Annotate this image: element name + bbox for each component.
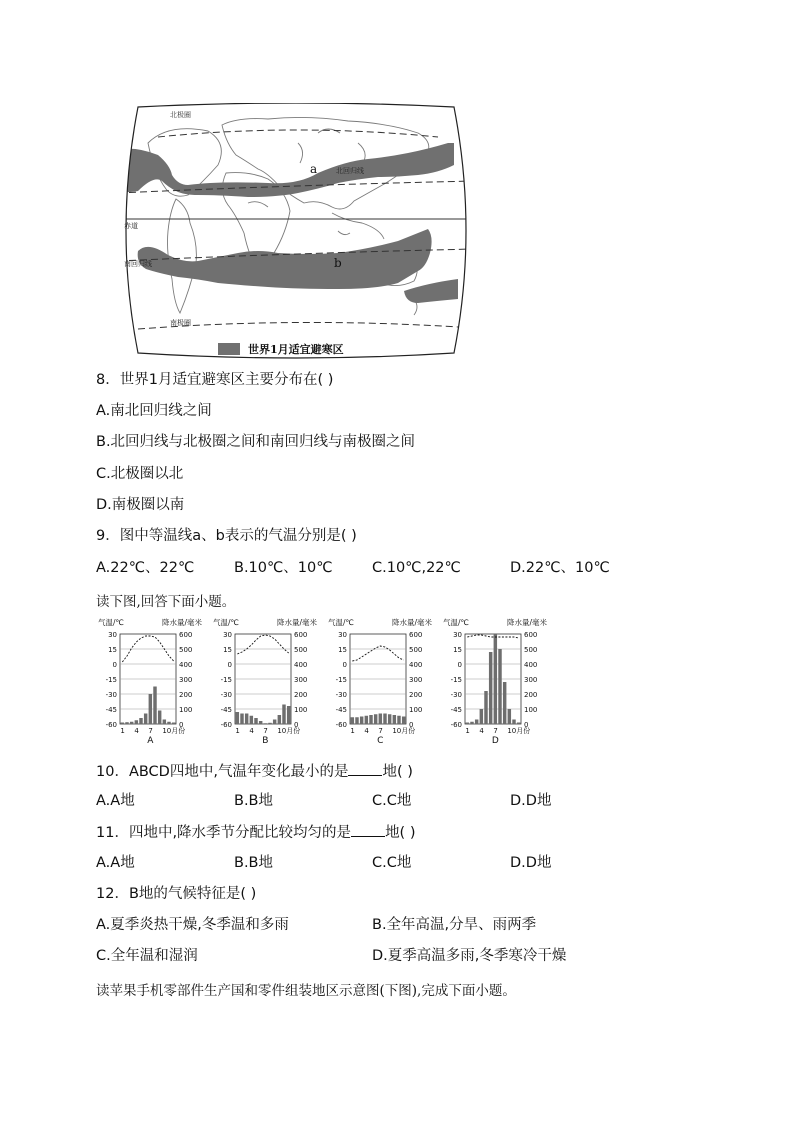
chart-b-precip-label: 降水量/毫米: [277, 618, 318, 627]
chart-c-precip-bar: [351, 717, 354, 724]
chart-b-precip-bar: [264, 723, 267, 724]
chart-b-precip-bar: [273, 720, 276, 725]
chart-c-temp-label: 气温/℃: [328, 618, 354, 627]
chart-b-precip-bar: [240, 714, 243, 725]
chart-a-x-tick: 10月份: [162, 727, 186, 735]
legend-label: 世界1月适宜避寒区: [248, 343, 344, 356]
chart-d-precip-tick: 0: [524, 721, 529, 729]
chart-a-precip-tick: 300: [179, 676, 193, 684]
chart-d-precip-tick: 100: [524, 706, 538, 714]
q11-option-a[interactable]: A.A地: [96, 855, 135, 871]
chart-a-precip-bar: [149, 694, 152, 724]
q9-option-b[interactable]: B.10℃、10℃: [234, 560, 333, 576]
question-11: [96, 822, 416, 843]
chart-d-precip-bar: [494, 634, 497, 724]
chart-b-precip-tick: 200: [294, 691, 308, 699]
chart-b-precip-tick: 300: [294, 676, 308, 684]
chart-c-temp-tick: 15: [338, 646, 347, 654]
chart-d-precip-label: 降水量/毫米: [507, 618, 548, 627]
q11-option-c[interactable]: C.C地: [372, 855, 412, 871]
chart-a-precip-bar: [167, 722, 170, 724]
chart-c-temp-tick: -15: [335, 676, 347, 684]
q10-blank: [348, 761, 382, 776]
chart-d-precip-bar: [466, 723, 469, 725]
chart-a-precip-bar: [125, 722, 128, 724]
q10-stem-suffix: 地( ): [382, 764, 413, 780]
instruction-2: 读苹果手机零部件生产国和零件组装地区示意图(下图),完成下面小题。: [96, 983, 516, 999]
chart-d-precip-tick: 600: [524, 631, 538, 639]
chart-a-precip-bar: [135, 720, 138, 724]
chart-b-temp-line: [237, 635, 288, 654]
chart-c-precip-tick: 400: [409, 661, 423, 669]
chart-c-precip-bar: [365, 716, 368, 724]
q11-option-d[interactable]: D.D地: [510, 855, 552, 871]
q8-option-b[interactable]: B.北回归线与北极圈之间和南回归线与南极圈之间: [96, 434, 416, 450]
chart-b-x-tick: 10月份: [277, 727, 301, 735]
chart-a-precip-label: 降水量/毫米: [162, 618, 203, 627]
question-12: 12．B地的气候特征是( ): [96, 886, 257, 902]
chart-b-temp-tick: 0: [227, 661, 232, 669]
chart-c-precip-bar: [402, 717, 405, 725]
chart-c-precip-bar: [379, 714, 382, 725]
chart-c-precip-bar: [374, 714, 377, 724]
equator-label: 赤道: [124, 222, 138, 230]
chart-a-temp-tick: 15: [108, 646, 117, 654]
chart-d-title: D: [491, 736, 499, 746]
chart-c-x-tick: 4: [364, 727, 369, 735]
chart-c-temp-tick: 30: [338, 631, 347, 639]
chart-b-temp-tick: -15: [220, 676, 232, 684]
q11-option-b[interactable]: B.B地: [234, 855, 274, 871]
q10-option-d[interactable]: D.D地: [510, 793, 552, 809]
chart-d-temp-label: 气温/℃: [443, 618, 469, 627]
chart-a-temp-tick: 30: [108, 631, 117, 639]
chart-d-precip-bar: [475, 720, 478, 725]
chart-d-x-tick: 1: [465, 727, 470, 735]
chart-a-temp-label: 气温/℃: [98, 618, 124, 627]
instruction-1: 读下图,回答下面小题。: [96, 594, 236, 610]
q10-option-c[interactable]: C.C地: [372, 793, 412, 809]
chart-c-temp-tick: 0: [342, 661, 347, 669]
chart-c-precip-tick: 300: [409, 676, 423, 684]
chart-a-precip-tick: 600: [179, 631, 193, 639]
chart-a-precip-tick: 400: [179, 661, 193, 669]
question-9: 9．图中等温线a、b表示的气温分别是( ): [96, 528, 357, 544]
chart-b-title: B: [262, 736, 269, 746]
world-map: [118, 103, 474, 359]
q8-option-d[interactable]: D.南极圈以南: [96, 497, 185, 513]
chart-b-x-tick: 1: [235, 727, 240, 735]
chart-c-precip-bar: [369, 715, 372, 724]
question-10: [96, 761, 413, 782]
chart-d-precip-bar: [470, 722, 473, 724]
chart-d-precip-bar: [508, 709, 511, 724]
q9-option-d[interactable]: D.22℃、10℃: [510, 560, 610, 576]
chart-b-precip-bar: [278, 715, 281, 724]
tropic-capricorn-label: 南回归线: [124, 260, 152, 268]
chart-c-temp-tick: -45: [335, 706, 347, 714]
chart-a-precip-bar: [144, 714, 147, 725]
q10-option-a[interactable]: A.A地: [96, 793, 135, 809]
chart-b-precip-bar: [254, 718, 257, 724]
chart-d-temp-tick: -60: [450, 721, 462, 729]
chart-d-precip-bar: [489, 652, 492, 724]
chart-d-precip-bar: [484, 691, 487, 724]
chart-a-precip-bar: [153, 687, 156, 725]
chart-c-precip-bar: [360, 717, 363, 725]
q8-option-a[interactable]: A.南北回归线之间: [96, 403, 212, 419]
chart-b-temp-tick: -45: [220, 706, 232, 714]
isotherm-b-label: b: [334, 256, 342, 270]
chart-a-precip-tick: 0: [179, 721, 184, 729]
chart-c-precip-label: 降水量/毫米: [392, 618, 433, 627]
chart-a-temp-tick: -60: [105, 721, 117, 729]
tropic-cancer-label: 北回归线: [336, 167, 364, 175]
chart-b-precip-tick: 500: [294, 646, 308, 654]
chart-d-x-tick: 7: [493, 727, 498, 735]
chart-c-precip-bar: [388, 714, 391, 724]
q12-option-d[interactable]: D.夏季高温多雨,冬季寒冷干燥: [372, 948, 567, 964]
q11-stem-prefix: 11．四地中,降水季节分配比较均匀的是: [96, 825, 352, 841]
chart-c-precip-bar: [393, 715, 396, 724]
chart-a-precip-tick: 200: [179, 691, 193, 699]
chart-b-precip-tick: 400: [294, 661, 308, 669]
chart-a-temp-tick: -15: [105, 676, 117, 684]
chart-d-precip-tick: 400: [524, 661, 538, 669]
isotherm-a-label: a: [310, 162, 318, 176]
chart-b-precip-bar: [236, 712, 239, 724]
chart-a-precip-bar: [130, 722, 133, 724]
map-legend: [218, 341, 344, 357]
chart-a-temp-tick: -30: [105, 691, 117, 699]
chart-a-x-tick: 4: [134, 727, 139, 735]
chart-b-temp-tick: -30: [220, 691, 232, 699]
chart-d-precip-bar: [480, 709, 483, 724]
chart-b-precip-bar: [268, 723, 271, 724]
chart-a-precip-bar: [158, 711, 161, 725]
chart-d-temp-tick: 0: [457, 661, 462, 669]
chart-b-x-tick: 4: [249, 727, 254, 735]
chart-c-x-tick: 10月份: [392, 727, 416, 735]
chart-a-temp-tick: -45: [105, 706, 117, 714]
antarctic-circle-label: 南极圈: [170, 319, 191, 327]
chart-d-precip-bar: [498, 649, 501, 724]
q10-stem-prefix: 10．ABCD四地中,气温年变化最小的是: [96, 764, 349, 780]
chart-a-title: A: [147, 736, 154, 746]
chart-d-temp-tick: -15: [450, 676, 462, 684]
q12-option-c[interactable]: C.全年温和湿润: [96, 948, 198, 964]
chart-d-temp-tick: 15: [453, 646, 462, 654]
chart-d-temp-tick: -45: [450, 706, 462, 714]
chart-b-temp-tick: 30: [223, 631, 232, 639]
chart-a-x-tick: 1: [120, 727, 125, 735]
chart-b-precip-tick: 0: [294, 721, 299, 729]
q9-option-a[interactable]: A.22℃、22℃: [96, 560, 195, 576]
chart-a-precip-bar: [139, 718, 142, 724]
chart-b-precip-tick: 600: [294, 631, 308, 639]
q10-option-b[interactable]: B.B地: [234, 793, 274, 809]
chart-c-x-tick: 1: [350, 727, 355, 735]
chart-c-precip-tick: 200: [409, 691, 423, 699]
chart-d-precip-tick: 300: [524, 676, 538, 684]
arctic-circle-label: 北极圈: [170, 111, 191, 119]
chart-d-temp-line: [467, 635, 518, 638]
q8-option-c[interactable]: C.北极圈以北: [96, 466, 184, 482]
question-8: 8．世界1月适宜避寒区主要分布在( ): [96, 372, 334, 388]
chart-c-precip-bar: [383, 714, 386, 725]
chart-c-title: C: [377, 736, 384, 746]
climate-charts: [96, 616, 556, 748]
q11-stem-suffix: 地( ): [385, 825, 416, 841]
chart-c-temp-line: [352, 646, 403, 661]
q12-option-a[interactable]: A.夏季炎热干燥,冬季温和多雨: [96, 917, 289, 933]
chart-c-precip-bar: [355, 717, 358, 724]
chart-b-precip-bar: [259, 721, 262, 724]
chart-a-precip-tick: 500: [179, 646, 193, 654]
chart-c-precip-tick: 500: [409, 646, 423, 654]
chart-d-x-tick: 10月份: [507, 727, 531, 735]
chart-d-precip-bar: [517, 723, 520, 725]
q9-option-c[interactable]: C.10℃,22℃: [372, 560, 461, 576]
chart-d-precip-bar: [503, 682, 506, 724]
chart-b-precip-bar: [282, 705, 285, 725]
chart-c-precip-tick: 0: [409, 721, 414, 729]
legend-swatch: [218, 343, 240, 355]
chart-d-precip-tick: 200: [524, 691, 538, 699]
chart-a-x-tick: 7: [148, 727, 153, 735]
chart-d-temp-tick: -30: [450, 691, 462, 699]
chart-d-temp-tick: 30: [453, 631, 462, 639]
chart-b-x-tick: 7: [263, 727, 268, 735]
chart-c-temp-tick: -60: [335, 721, 347, 729]
chart-a-precip-bar: [172, 723, 175, 725]
chart-c-precip-tick: 600: [409, 631, 423, 639]
chart-d-x-tick: 4: [479, 727, 484, 735]
chart-c-precip-bar: [397, 716, 400, 724]
chart-b-temp-label: 气温/℃: [213, 618, 239, 627]
q11-blank: [351, 822, 385, 837]
chart-c-temp-tick: -30: [335, 691, 347, 699]
chart-b-precip-bar: [250, 716, 253, 724]
chart-b-temp-tick: 15: [223, 646, 232, 654]
chart-b-precip-bar: [287, 706, 290, 724]
chart-c-precip-tick: 100: [409, 706, 423, 714]
chart-b-precip-bar: [245, 714, 248, 725]
chart-a-precip-bar: [121, 723, 124, 725]
chart-d-precip-bar: [512, 720, 515, 725]
q12-option-b[interactable]: B.全年高温,分旱、雨两季: [372, 917, 537, 933]
chart-d-precip-tick: 500: [524, 646, 538, 654]
chart-c-x-tick: 7: [378, 727, 383, 735]
chart-a-precip-tick: 100: [179, 706, 193, 714]
chart-b-precip-tick: 100: [294, 706, 308, 714]
chart-a-precip-bar: [163, 720, 166, 725]
chart-b-temp-tick: -60: [220, 721, 232, 729]
chart-a-temp-tick: 0: [112, 661, 117, 669]
